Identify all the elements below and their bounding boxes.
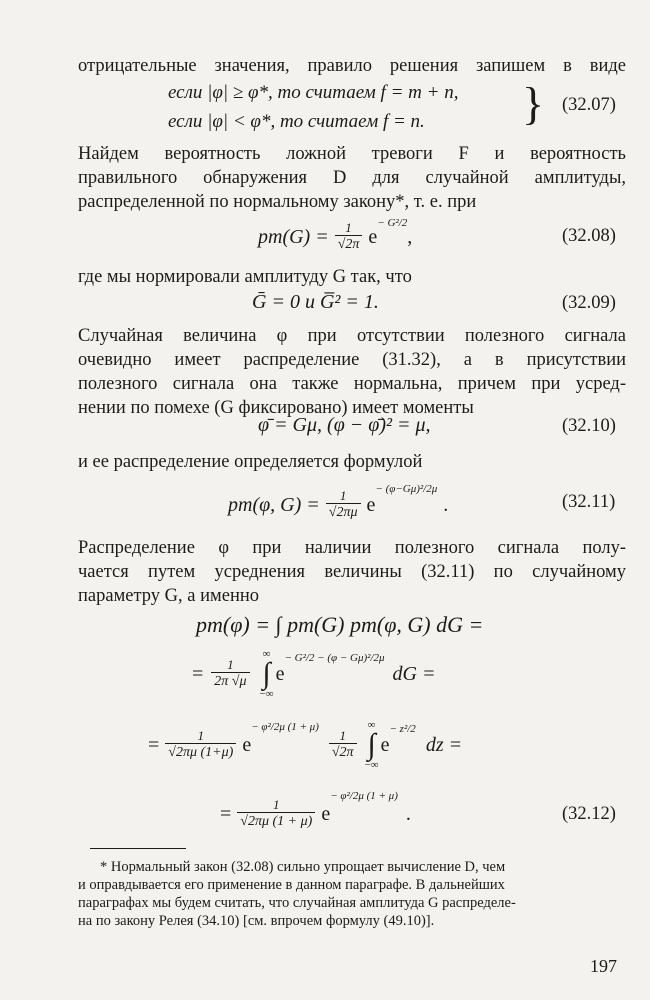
eq-3212-line-2-int-lower: −∞	[259, 688, 274, 700]
paragraph-2-line-3: распределенной по нормальному закону*, т. е. при	[78, 192, 477, 212]
eq-3211-lhs: pm(φ, G) =	[228, 493, 320, 516]
rule-line-1: если |φ| ≥ φ*, то считаем f = m + n,	[168, 82, 459, 103]
eq-3211-frac-denominator: √2πμ	[326, 503, 361, 521]
eq-3212-line-2-denominator: 2π √μ	[211, 672, 249, 690]
equation-3211: pm(φ, G) = $\frac{1}{√2\pi\mu}$ e − (φ−Gμ)²/2μ .	[228, 483, 449, 520]
footnote-rule	[90, 848, 186, 849]
paragraph-6-line-3: параметру G, а именно	[78, 586, 259, 606]
equation-3208: pm(G) = $\frac{1}{√2\pi}$ e − G²/2 ,	[258, 217, 413, 252]
equation-3212-line-4: = $\frac{1}{√2\pi\mu (1 + \mu)}$ e − φ²/2μ (1 + μ) .	[220, 790, 411, 829]
eq-3212-line-2-equals: =	[192, 662, 204, 685]
eq-3208-frac-numerator: 1	[345, 220, 352, 235]
eq-3212-line-3-numerator-2: 1	[339, 728, 346, 743]
paragraph-4-line-4: нении по помехе (G фиксировано) имеет моменты	[78, 398, 474, 418]
eq-number-3208: (32.08)	[562, 226, 616, 246]
equation-3209: Ḡ = 0 и G̅² = 1.	[252, 291, 379, 313]
paragraph-1: отрицательные значения, правило решения запишем в виде	[78, 56, 626, 76]
eq-3212-line-3-denominator: √2πμ (1+μ)	[165, 743, 236, 761]
equation-3212-line-2	[192, 642, 435, 706]
eq-3208-frac-denominator: √2π	[335, 235, 363, 253]
eq-3212-line-3-int-upper: ∞	[367, 719, 376, 731]
eq-3208-exp-base: e	[368, 225, 378, 248]
eq-3212-line-4-equals: =	[220, 802, 232, 825]
footnote-line-1: * Нормальный закон (32.08) сильно упрощает вычисление D, чем	[100, 859, 506, 875]
eq-3212-line-2-int-upper: ∞	[262, 648, 271, 660]
footnote-line-3: параграфах мы будем считать, что случайная амплитуда G распределе-	[78, 895, 516, 911]
eq-3212-line-3-integral: ∫	[367, 728, 376, 761]
eq-3212-line-3-exponent-2: − z²/2	[389, 723, 416, 735]
paragraph-5: и ее распределение определяется формулой	[78, 452, 423, 472]
eq-3211-exp-base: e	[366, 493, 376, 516]
equation-3212-line-1: pm(φ) = ∫ pm(G) pm(φ, G) dG =	[196, 612, 484, 637]
eq-3212-line-3-denominator-2: √2π	[329, 743, 357, 761]
equation-3212-line-3	[148, 712, 462, 778]
eq-3212-line-3-int-lower: −∞	[364, 759, 379, 771]
eq-3208-exponent: − G²/2	[377, 217, 408, 229]
eq-3212-line-4-denominator: √2πμ (1 + μ)	[237, 812, 315, 830]
eq-3212-line-2-numerator: 1	[227, 657, 234, 672]
eq-3212-line-2-integral: ∫	[262, 657, 271, 690]
page-number: 197	[590, 956, 617, 976]
eq-3212-line-3-numerator: 1	[197, 728, 205, 743]
eq-3212-line-2-tail: dG =	[392, 662, 436, 685]
eq-3212-line-3-exponent: − φ²/2μ (1 + μ)	[251, 721, 319, 733]
footnote-line-4: на по закону Релея (34.10) [см. впрочем формулу (49.10)].	[78, 913, 435, 929]
paragraph-4-line-2: очевидно имеет распределение (31.32), а в присутствии	[78, 350, 626, 370]
eq-3212-line-3-exp-base: e	[242, 733, 252, 756]
eq-3211-exponent: − (φ−Gμ)²/2μ	[375, 483, 438, 495]
eq-3211-frac-numerator: 1	[339, 488, 347, 503]
eq-3212-line-2-exp-base: e	[275, 662, 285, 685]
paragraph-6-line-2: чается путем усреднения величины (32.11) по случайному	[78, 562, 626, 582]
paragraph-6-line-1: Распределение φ при наличии полезного сигнала полу-	[78, 538, 626, 558]
paragraph-2-line-1: Найдем вероятность ложной тревоги F и вероятность	[78, 144, 626, 164]
paragraph-3: где мы нормировали амплитуду G так, что	[78, 267, 412, 287]
eq-number-3209: (32.09)	[562, 293, 616, 313]
eq-3212-line-3-exp-base-2: e	[380, 733, 390, 756]
paragraph-4-line-1: Случайная величина φ при отсутствии полезного сигнала	[78, 326, 626, 346]
equation-3210: φ̄ = Gμ, (φ − φ̄)² = μ,	[258, 414, 431, 436]
eq-number-3210: (32.10)	[562, 416, 616, 436]
paragraph-2-line-2: правильного обнаружения D для случайной амплитуды,	[78, 168, 626, 188]
eq-3212-line-4-exp-base: e	[321, 802, 331, 825]
eq-3212-line-2-exponent: − G²/2 − (φ − Gμ)²/2μ	[284, 652, 385, 664]
rule-line-2: если |φ| < φ*, то считаем f = n.	[168, 111, 425, 132]
curly-brace: }	[522, 78, 545, 129]
eq-3212-line-4-numerator: 1	[273, 797, 280, 812]
footnote-line-2: и оправдывается его применение в данном параграфе. В дальнейших	[78, 877, 505, 893]
eq-3208-lhs: pm(G) =	[258, 225, 329, 248]
eq-number-3211: (32.11)	[562, 492, 616, 512]
eq-3212-line-4-exponent: − φ²/2μ (1 + μ)	[330, 790, 398, 802]
paragraph-4-line-3: полезного сигнала она также нормальна, причем при усред-	[78, 374, 626, 394]
eq-3212-line-3-tail: dz =	[425, 733, 463, 756]
eq-3212-line-3-equals: =	[148, 733, 160, 756]
eq-number-3207: (32.07)	[562, 95, 616, 115]
eq-number-3212: (32.12)	[562, 804, 616, 824]
